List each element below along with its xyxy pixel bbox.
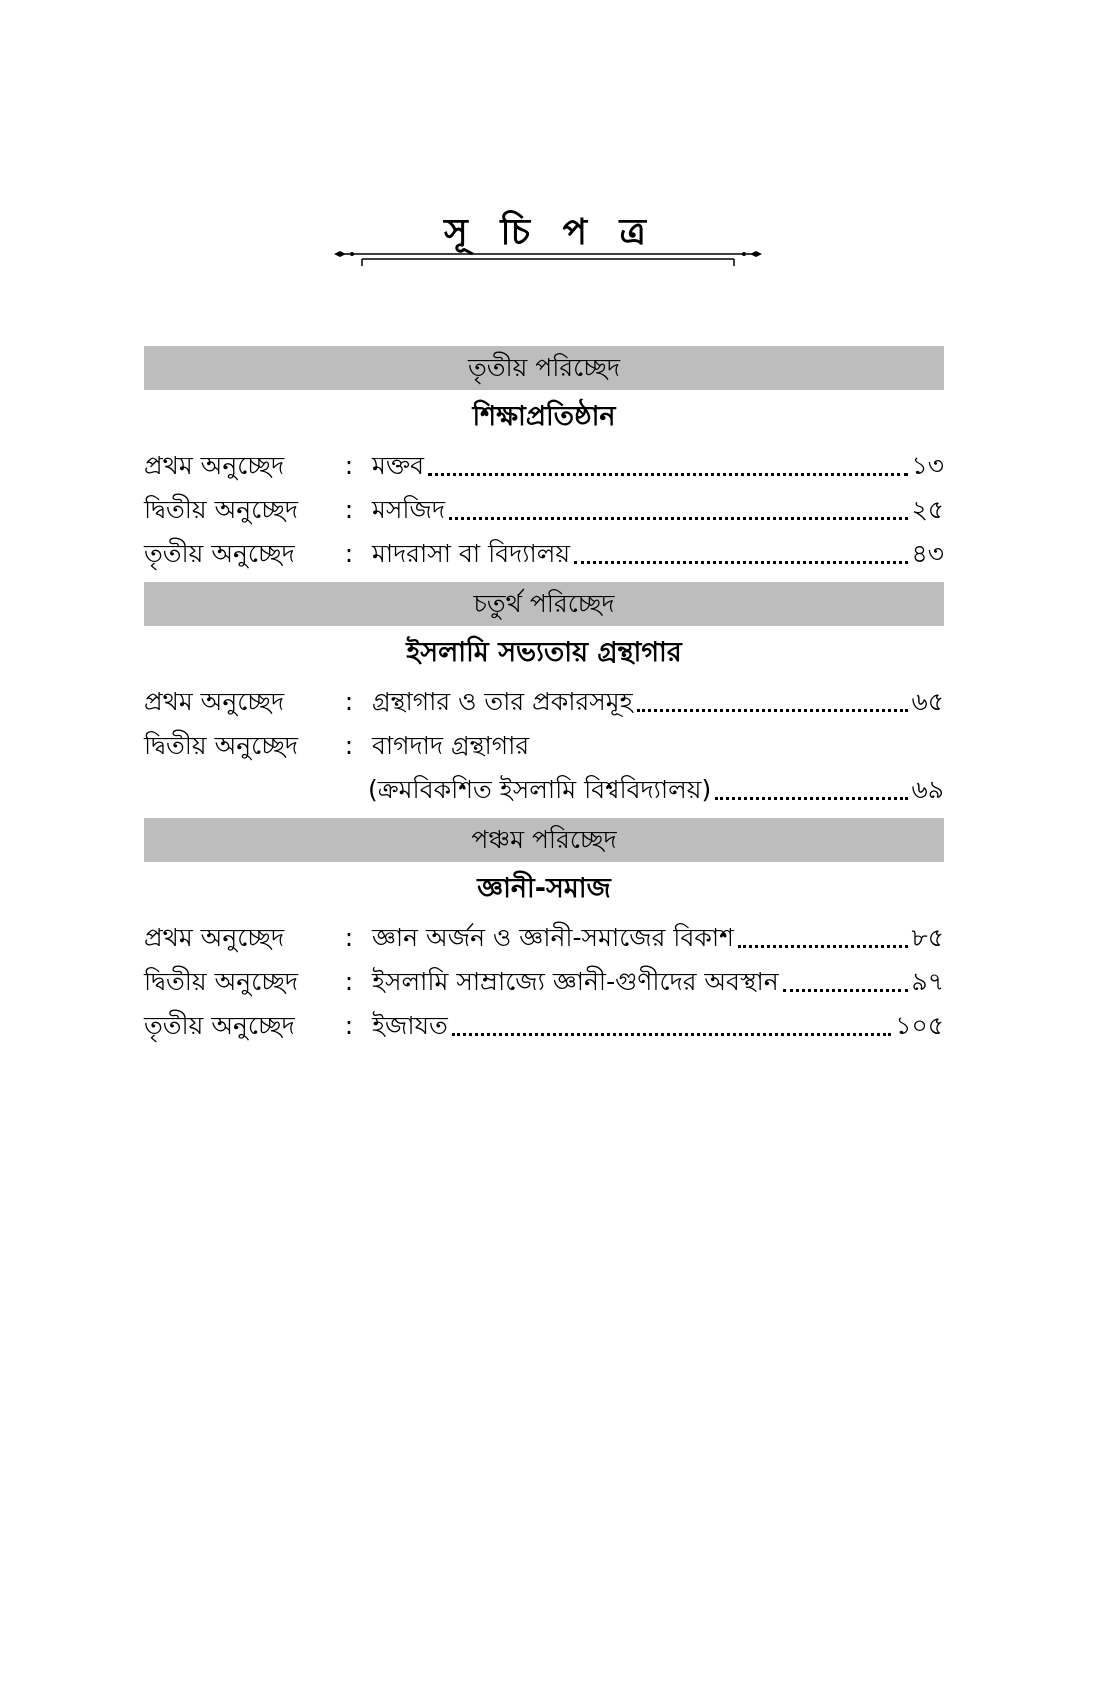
entry-separator: : [344,687,354,716]
entry-separator: : [344,539,354,568]
toc-entry[interactable] [144,680,944,724]
entry-page-number: ৬৫ [911,687,944,716]
entry-chapter: প্রথম অনুচ্ছেদ [144,451,285,480]
entry-separator: : [344,451,354,480]
toc-entry[interactable] [144,1004,944,1048]
entry-page-number: ১৩ [911,451,944,480]
ornament-divider [332,248,764,268]
entry-page-number: ৯৭ [911,967,944,996]
dot-leader [574,560,907,564]
entry-separator: : [344,495,354,524]
entry-separator: : [344,923,354,952]
entry-chapter: দ্বিতীয় অনুচ্ছেদ [144,495,299,524]
section-bar-1: তৃতীয় পরিচ্ছেদ [144,346,944,390]
entry-chapter: দ্বিতীয় অনুচ্ছেদ [144,731,299,760]
toc-entry[interactable] [144,488,944,532]
section-title-3: জ্ঞানী-সমাজ [477,873,611,904]
entry-chapter: প্রথম অনুচ্ছেদ [144,923,285,952]
entry-page-number: ৮৫ [911,923,944,952]
entry-chapter: প্রথম অনুচ্ছেদ [144,687,285,716]
entry-title: মাদরাসা বা বিদ্যালয় [372,539,571,568]
dot-leader [715,796,907,800]
dot-leader [452,1032,892,1036]
entry-chapter: তৃতীয় অনুচ্ছেদ [144,1011,295,1040]
entry-page-number: ২৫ [911,495,944,524]
section-title-1: শিক্ষাপ্রতিষ্ঠান [472,401,616,432]
toc-entry[interactable] [144,444,944,488]
toc-entry[interactable] [144,724,944,768]
entry-chapter: দ্বিতীয় অনুচ্ছেদ [144,967,299,996]
entry-title: বাগদাদ গ্রন্থাগার [372,731,530,760]
entry-page-number: ১০৫ [895,1011,944,1040]
entry-separator: : [344,967,354,996]
entry-title: মসজিদ [372,495,446,524]
section-bar-2: চতুর্থ পরিচ্ছেদ [144,582,944,626]
dot-leader [738,944,908,948]
entry-page-number: ৪৩ [911,539,944,568]
section-bar-3: পঞ্চম পরিচ্ছেদ [144,818,944,862]
entry-chapter: তৃতীয় অনুচ্ছেদ [144,539,295,568]
toc-entry-continuation[interactable] [144,768,944,812]
entry-separator: : [344,731,354,760]
toc-entry[interactable] [144,532,944,576]
toc-entry[interactable] [144,916,944,960]
table-of-contents [144,346,944,1048]
entry-page-number: ৬৯ [911,775,944,804]
entry-title: মক্তব [372,451,425,480]
dot-leader [428,472,907,476]
dot-leader [783,988,908,992]
entry-subtitle: (ক্রমবিকশিত ইসলামি বিশ্ববিদ্যালয়) [368,775,712,804]
dot-leader [637,708,908,712]
dot-leader [449,516,907,520]
entry-title: গ্রন্থাগার ও তার প্রকারসমূহ [372,687,633,716]
page-title: সূ চি প ত্র [444,212,656,253]
entry-title: ইজাযত [372,1011,448,1040]
entry-title: ইসলামি সাম্রাজ্যে জ্ঞানী-গুণীদের অবস্থান [372,967,779,996]
entry-separator: : [344,1011,354,1040]
toc-entry[interactable] [144,960,944,1004]
section-title-2: ইসলামি সভ্যতায় গ্রন্থাগার [406,637,682,668]
entry-title: জ্ঞান অর্জন ও জ্ঞানী-সমাজের বিকাশ [372,923,734,952]
